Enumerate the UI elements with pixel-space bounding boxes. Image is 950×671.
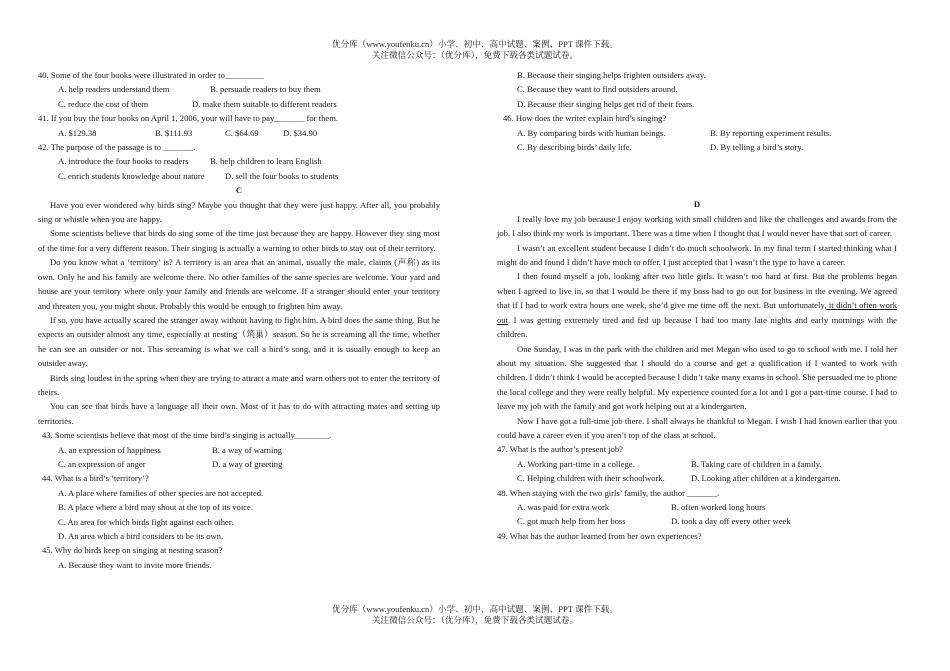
section-c-paragraph-2: Some scientists believe that birds do sing some of the time just because they are happy. However they sing most of the time for a very different reason. Their singing is actually a warning to other birds to stay out of their territory. [38,228,440,253]
header-line-1: 优分库（www.youfenku.cn）小学、初中、高中试题、案例、PPT 课件下载。 [332,39,618,49]
header-line-2: 关注微信公众号：（优分库），免费下载各类试题试卷。 [371,50,579,60]
q46-option-d: D. By telling a bird’s story. [710,142,804,153]
q42-option-c: C. enrich students knowledge about nature [58,170,205,181]
q42-option-b: B. help children to learn English [210,156,322,167]
page-header [0,39,950,61]
question-47-stem: 47. What is the author’s present job? [497,444,623,455]
section-c-paragraph-6: You can see that birds have a language all their own. Most of it has to do with attracting mates and setting up territories. [38,401,440,426]
question-43-stem: 43. Some scientists believe that most of the time bird’s singing is actually________. [42,430,332,441]
question-48-stem: 48. When staying with the two girls’ family, the author _______. [497,487,720,498]
q40-option-b: B. persuade readers to buy them [210,84,321,95]
q43-option-c: C. an expression of anger [58,458,146,469]
section-c-paragraph-3: Do you know what a ‘territory’ is? A territory is an area that an animal, usually the male, claims (声称) as its own. Only he and his family are welcome there. No other families of the same species are welcome. Your yard and house are your territory where only your family and friends are welcome. If a stranger should enter your territory and threaten you, you might shout. Probably this would be enough to frighten him away. [38,257,440,311]
q40-option-a: A. help readers understand them [58,84,170,95]
q44-option-a: A. A place where families of other species are not accepted. [58,487,264,498]
q45-option-d: D. Because their singing helps get rid of their fears. [517,98,695,109]
section-d-paragraph-2: I wasn’t an excellent student because I didn’t do much schoolwork. In my final term I started thinking what I might do and found I didn’t have much to offer. I just accepted that I wasn’t the type to have a career. [497,242,897,268]
q48-option-a: A. was paid for extra work [517,501,610,512]
question-41-stem: 41. If you buy the four books on April 1, 2006, your will have to pay_______ for them. [38,113,339,124]
q45-option-a: A. Because they want to invite more friends. [58,559,212,570]
q40-option-d: D. make them suitable to different readers [192,98,337,109]
section-d-paragraph-4: One Sunday, I was in the park with the children and met Megan who used to go to school with me. I told her about my situation. She suggested that I should do a course and get a qualification if I wanted to work with children. I didn’t think I would be accepted because I didn’t take many exams in school. She persuaded me to phone the local college and they were really helpful. My experience counted for a lot and I got a part-time course. I had to leave my job with the family and got work helping out at a kindergarten. [497,343,897,412]
footer-line-1: 优分库（www.youfenku.cn）小学、初中、高中试题、案例、PPT 课件下载。 [332,604,618,614]
question-47-options-row-2 [497,471,897,485]
question-49-stem: 49. What has the author learned from her own experiences? [497,530,702,541]
section-d-paragraph-5: Now I have got a full-time job there. I shall always be thankful to Megan. I wish I had known earlier that you could have a career even if you aren’t top of the class at school. [497,415,897,440]
q46-option-a: A. By comparing birds with human beings. [517,127,666,138]
q41-option-a: A. $129.38 [58,127,97,138]
section-c-paragraph-4: If so, you have actually scared the stranger away without having to fight him. A bird does the same thing. But he expects an outsider almost any time, especially at nesting（筑巢）season. So he is screaming all the time, whether he can see an outsider or not. This screaming is what we call a bird’s song, and it is usually enough to keep an outsider away. [38,314,440,369]
q45-option-c: C. Because they want to find outsiders around. [517,84,678,95]
question-42-options-row-1 [38,154,440,168]
section-c-paragraph-1: Have you ever wondered why birds sing? Maybe you thought that they were just happy. After all, you probably sing or whistle when you are happy. [38,199,440,225]
left-column [38,68,440,572]
section-d-paragraph-3 [497,269,897,341]
q43-option-b: B. a way of warning [212,444,282,455]
question-40-options-row-1 [38,82,440,96]
question-46-options-row-1 [497,126,897,140]
question-47-options-row-1 [497,457,897,471]
question-41-options [38,126,440,140]
q46-option-b: B. By reporting experiment results. [710,127,832,138]
underlined-phrase: it didn’t often work out [497,300,897,325]
question-44-stem: 44. What is a bird’s ‘territory’? [42,473,149,484]
section-d-title: D [693,199,701,210]
question-46-stem: 46. How does the writer explain bird’s singing? [503,113,667,124]
q47-option-a: A. Working part-time in a college. [517,458,635,469]
question-42-stem: 42. The purpose of the passage is to _______. [38,142,196,153]
q43-option-a: A. an expression of happiness [58,444,161,455]
q44-option-d: D. An area which a bird considers to be its own. [58,531,224,541]
question-40-stem: 40. Some of the four books were illustrated in order to_________ [38,70,264,80]
section-d-paragraph-3-part-1: I then found myself a job, looking after two little girls. It wasn’t too hard at first. But the problems began when I agreed to live in, so that I would be there if my boss had to go out for business in the evening. We agreed that if I had to work extra hours one week, she’d give me time off the next. But unfortunately, [497,271,897,311]
q47-option-c: C. Helping children with their schoolwork. [517,473,665,484]
question-48-options-row-1 [497,500,897,514]
page-footer [0,604,950,626]
q48-option-d: D. took a day off every other week [671,516,791,527]
q47-option-b: B. Taking care of children in a family. [691,458,822,469]
q47-option-d: D. Looking after children at a kindergarten. [691,473,841,484]
q40-option-c: C. reduce the cost of them [58,98,149,109]
footer-line-2: 关注微信公众号：（优分库），免费下载各类试题试卷。 [371,615,579,625]
q41-option-d: D. $34.90 [283,127,318,138]
q44-option-b: B. A place where a bird may shout at the top of its voice. [58,502,253,513]
q42-option-d: D. sell the four books to students [225,170,339,181]
blank-space [497,154,897,197]
section-d-paragraph-3-part-2: . I was getting extremely tired and fed up because I had too many late nights and early mornings with the children. [497,314,897,340]
right-column [497,68,897,543]
q42-option-a: A. introduce the four books to readers [58,156,189,167]
section-d-paragraph-1: I really love my job because I enjoy working with small children and like the challenges and awards from the job. I also think my work is important. There was a time when I thought that I would never have that sort of career. [497,213,897,239]
question-43-options-row-2 [38,457,440,471]
q46-option-c: C. By describing birds’ daily life. [517,142,632,153]
question-45-stem: 45. Why do birds keep on singing at nesting season? [42,545,223,556]
question-43-options-row-1 [38,443,440,457]
q48-option-b: B. often worked long hours [671,501,766,512]
q44-option-c: C. An area for which birds fight against each other. [58,516,234,527]
section-c-paragraph-5: Birds sing loudest in the spring when they are trying to attract a mate and warn others not to enter the territory of theirs. [38,372,440,397]
q41-option-c: C. $64.69 [225,127,259,138]
question-40-options-row-2 [38,97,440,111]
q43-option-d: D. a way of greeting [212,458,283,469]
question-48-options-row-2 [497,514,897,528]
q41-option-b: B. $111.93 [155,127,193,138]
q45-option-b: B. Because their singing helps frighten outsiders away. [517,70,706,80]
section-c-title: C [235,185,243,196]
question-42-options-row-2 [38,169,440,183]
question-46-options-row-2 [497,140,897,154]
q48-option-c: C. got much help from her boss [517,516,626,527]
